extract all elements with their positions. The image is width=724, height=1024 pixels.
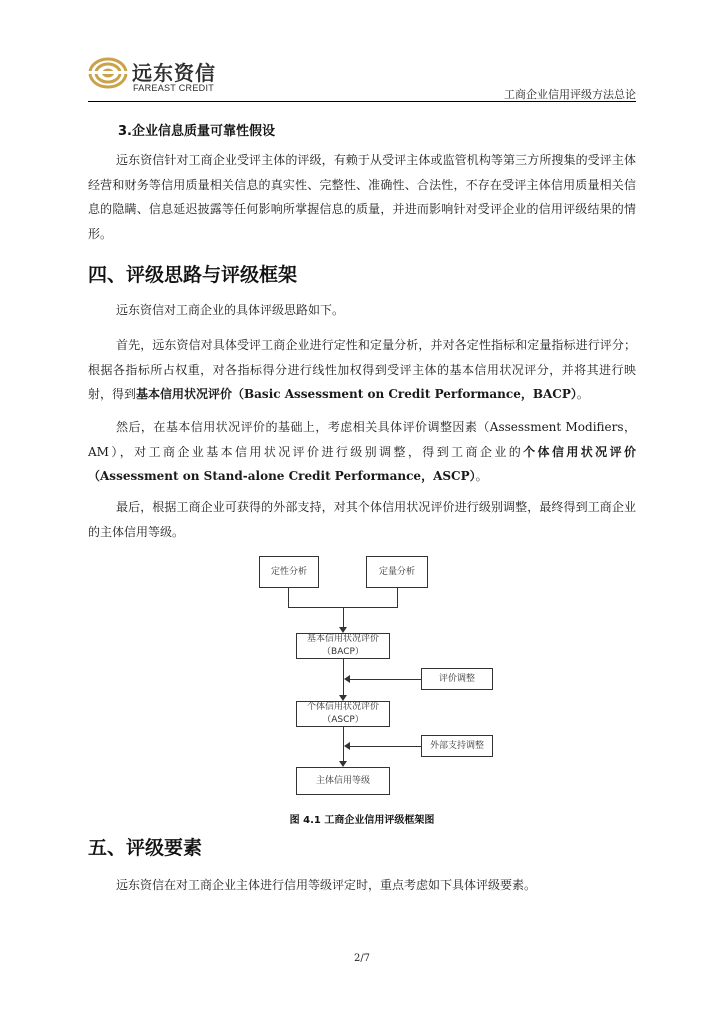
header-divider xyxy=(88,101,636,102)
connector-line xyxy=(349,679,421,680)
quantitative-analysis-box: 定量分析 xyxy=(366,556,428,588)
ascp-box: 个体信用状况评价 （ASCP） xyxy=(296,701,390,727)
section-4-paragraph-3: 最后，根据工商企业可获得的外部支持，对其个体信用状况评价进行级别调整，最终得到工商企业的主体信用等级。 xyxy=(88,500,636,539)
connector-line xyxy=(397,588,398,608)
document-title: 工商企业信用评级方法总论 xyxy=(504,88,636,101)
ascp-term: 个体信用状况评价（Assessment on Stand-alone Credit Performance，ASCP） xyxy=(88,444,636,483)
final-rating-box: 主体信用等级 xyxy=(296,767,390,795)
logo-mark-icon xyxy=(88,55,128,91)
section-4-paragraph-2: 然后，在基本信用状况评价的基础上，考虑相关具体评价调整因素（Assessment Modifiers，AM），对工商企业基本信用状况评价进行级别调整，得到工商企业的个体信用状况评价（Assessment on Stand-alone Credit Performance，ASCP）。 xyxy=(88,420,636,483)
connector-line xyxy=(349,746,421,747)
arrow-left-icon xyxy=(344,742,350,750)
figure-caption: 图 4.1 工商企业信用评级框架图 xyxy=(289,815,435,826)
bacp-box: 基本信用状况评价 （BACP） xyxy=(296,633,390,659)
section-4-paragraph-1: 首先，远东资信对具体受评工商企业进行定性和定量分析，并对各定性指标和定量指标进行评分；根据各指标所占权重，对各指标得分进行线性加权得到受评主体的基本信用状况评分，并将其进行映射，得到基本信用状况评价（Basic Assessment on Credit Performance，BACP）。 xyxy=(88,338,636,401)
qualitative-analysis-box: 定性分析 xyxy=(259,556,319,588)
section-5-paragraph: 远东资信在对工商企业主体进行信用等级评定时，重点考虑如下具体评级要素。 xyxy=(116,878,537,892)
logo-english-name: FAREAST CREDIT xyxy=(133,83,215,93)
assessment-adjustment-box: 评价调整 xyxy=(421,668,493,690)
page-number: 2/7 xyxy=(353,953,371,964)
section-3-paragraph: 远东资信针对工商企业受评主体的评级，有赖于从受评主体或监管机构等第三方所搜集的受评主体经营和财务等信用质量相关信息的真实性、完整性、准确性、合法性，不存在受评主体信用质量相关信息的隐瞒、信息延迟披露等任何影响所掌握信息的质量，并进而影响针对受评企业的信用评级结果的情形。 xyxy=(88,153,636,241)
fareast-credit-logo xyxy=(88,55,248,95)
external-support-box: 外部支持调整 xyxy=(421,735,493,757)
bacp-term: 基本信用状况评价（Basic Assessment on Credit Performance，BACP） xyxy=(136,387,577,401)
logo-chinese-name: 远东资信 xyxy=(132,61,216,85)
arrow-left-icon xyxy=(344,675,350,683)
section-5-heading: 五、评级要素 xyxy=(88,837,203,859)
connector-line xyxy=(288,588,289,608)
section-3-heading: 3.企业信息质量可靠性假设 xyxy=(118,124,275,139)
section-4-heading: 四、评级思路与评级框架 xyxy=(88,264,298,286)
section-4-intro: 远东资信对工商企业的具体评级思路如下。 xyxy=(116,303,345,317)
